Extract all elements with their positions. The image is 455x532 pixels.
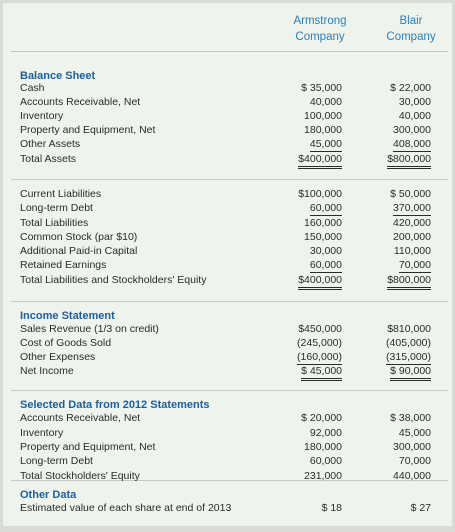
header-armstrong [265, 13, 375, 45]
blair-value: 420,000 [393, 217, 431, 229]
section-heading [20, 489, 440, 502]
blair-value: 370,000 [393, 202, 431, 214]
blair-value: (405,000) [386, 337, 431, 349]
blair-value: 40,000 [398, 110, 431, 122]
armstrong-value: $ 45,000 [301, 365, 342, 381]
table-row [20, 231, 440, 244]
table-row [20, 110, 440, 123]
armstrong-value: $ 18 [321, 502, 342, 514]
armstrong-value: 45,000 [309, 138, 342, 150]
blair-value: 200,000 [393, 231, 431, 243]
blair-value: $ 27 [410, 502, 431, 514]
armstrong-value: 180,000 [304, 441, 342, 453]
row-label: Property and Equipment, Net [20, 124, 156, 136]
blair-value: 70,000 [398, 259, 431, 271]
section-divider [11, 179, 448, 180]
section-divider [11, 390, 448, 391]
armstrong-value: $ 35,000 [301, 82, 342, 94]
table-row [20, 441, 440, 454]
armstrong-value: 150,000 [304, 231, 342, 243]
armstrong-value: (245,000) [297, 337, 342, 349]
armstrong-value: 160,000 [304, 217, 342, 229]
table-row [20, 470, 440, 483]
blair-value: $800,000 [387, 274, 431, 290]
table-row [20, 337, 440, 350]
row-label: Retained Earnings [20, 259, 107, 271]
armstrong-value: 60,000 [309, 259, 342, 271]
armstrong-value: (160,000) [297, 351, 342, 363]
row-label: Cost of Goods Sold [20, 337, 112, 349]
blair-value: 45,000 [398, 427, 431, 439]
row-label: Estimated value of each share at end of 2013 [20, 502, 232, 514]
armstrong-value: 92,000 [309, 427, 342, 439]
blair-value: $810,000 [387, 323, 431, 335]
row-label: Inventory [20, 110, 64, 122]
blair-value: (315,000) [386, 351, 431, 363]
table-row [20, 412, 440, 425]
table-row [20, 245, 440, 258]
table-row [20, 455, 440, 468]
row-label: Other Assets [20, 138, 81, 150]
row-label: Sales Revenue (1/3 on credit) [20, 323, 159, 335]
table-row [20, 365, 440, 378]
row-label: Total Liabilities [20, 217, 89, 229]
section-title: Balance Sheet [20, 70, 96, 82]
row-label: Total Stockholders' Equity [20, 470, 140, 482]
table-row [20, 323, 440, 336]
row-label: Net Income [20, 365, 74, 377]
row-label: Current Liabilities [20, 188, 102, 200]
blair-value: 30,000 [398, 96, 431, 108]
table-row [20, 259, 440, 272]
table-row [20, 274, 440, 287]
table-row [20, 427, 440, 440]
row-label: Common Stock (par $10) [20, 231, 138, 243]
blair-value: $ 50,000 [390, 188, 431, 200]
armstrong-value: $400,000 [298, 153, 342, 169]
header-divider [11, 51, 448, 52]
header-blair-label: Blair Company [386, 15, 436, 43]
table-row [20, 351, 440, 364]
row-label: Inventory [20, 427, 64, 439]
row-label: Total Assets [20, 153, 77, 165]
row-label: Other Expenses [20, 351, 96, 363]
section-heading [20, 310, 440, 323]
armstrong-value: $450,000 [298, 323, 342, 335]
blair-value: 300,000 [393, 124, 431, 136]
armstrong-value: $400,000 [298, 274, 342, 290]
table-row [20, 82, 440, 95]
row-label: Property and Equipment, Net [20, 441, 156, 453]
armstrong-value: 40,000 [309, 96, 342, 108]
table-row [20, 153, 440, 166]
table-row [20, 188, 440, 201]
blair-value: 70,000 [398, 455, 431, 467]
section-heading [20, 399, 440, 412]
blair-value: $ 38,000 [390, 412, 431, 424]
armstrong-value: 180,000 [304, 124, 342, 136]
armstrong-value: $100,000 [298, 188, 342, 200]
row-label: Accounts Receivable, Net [20, 412, 141, 424]
row-label: Total Liabilities and Stockholders' Equity [20, 274, 207, 286]
blair-value: $ 90,000 [390, 365, 431, 381]
row-label: Cash [20, 82, 45, 94]
table-row [20, 138, 440, 151]
row-label: Accounts Receivable, Net [20, 96, 141, 108]
table-row [20, 96, 440, 109]
section-title: Income Statement [20, 310, 115, 322]
blair-value: 110,000 [393, 245, 431, 257]
table-row [20, 502, 440, 515]
financial-data-table [3, 3, 452, 526]
armstrong-value: 60,000 [309, 455, 342, 467]
section-title: Selected Data from 2012 Statements [20, 399, 210, 411]
blair-value: 440,000 [393, 470, 431, 482]
armstrong-value: 231,000 [304, 470, 342, 482]
blair-value: 300,000 [393, 441, 431, 453]
armstrong-value: 60,000 [309, 202, 342, 214]
armstrong-value: $ 20,000 [301, 412, 342, 424]
armstrong-value: 30,000 [309, 245, 342, 257]
table-row [20, 124, 440, 137]
header-blair [373, 13, 449, 45]
blair-value: $800,000 [387, 153, 431, 169]
blair-value: $ 22,000 [390, 82, 431, 94]
table-row [20, 217, 440, 230]
header-armstrong-label: Armstrong Company [293, 15, 347, 43]
table-row [20, 202, 440, 215]
row-label: Long-term Debt [20, 455, 93, 467]
blair-value: 408,000 [393, 138, 431, 150]
row-label: Additional Paid-in Capital [20, 245, 138, 257]
section-divider [11, 301, 448, 302]
row-label: Long-term Debt [20, 202, 93, 214]
armstrong-value: 100,000 [304, 110, 342, 122]
section-title: Other Data [20, 489, 77, 501]
